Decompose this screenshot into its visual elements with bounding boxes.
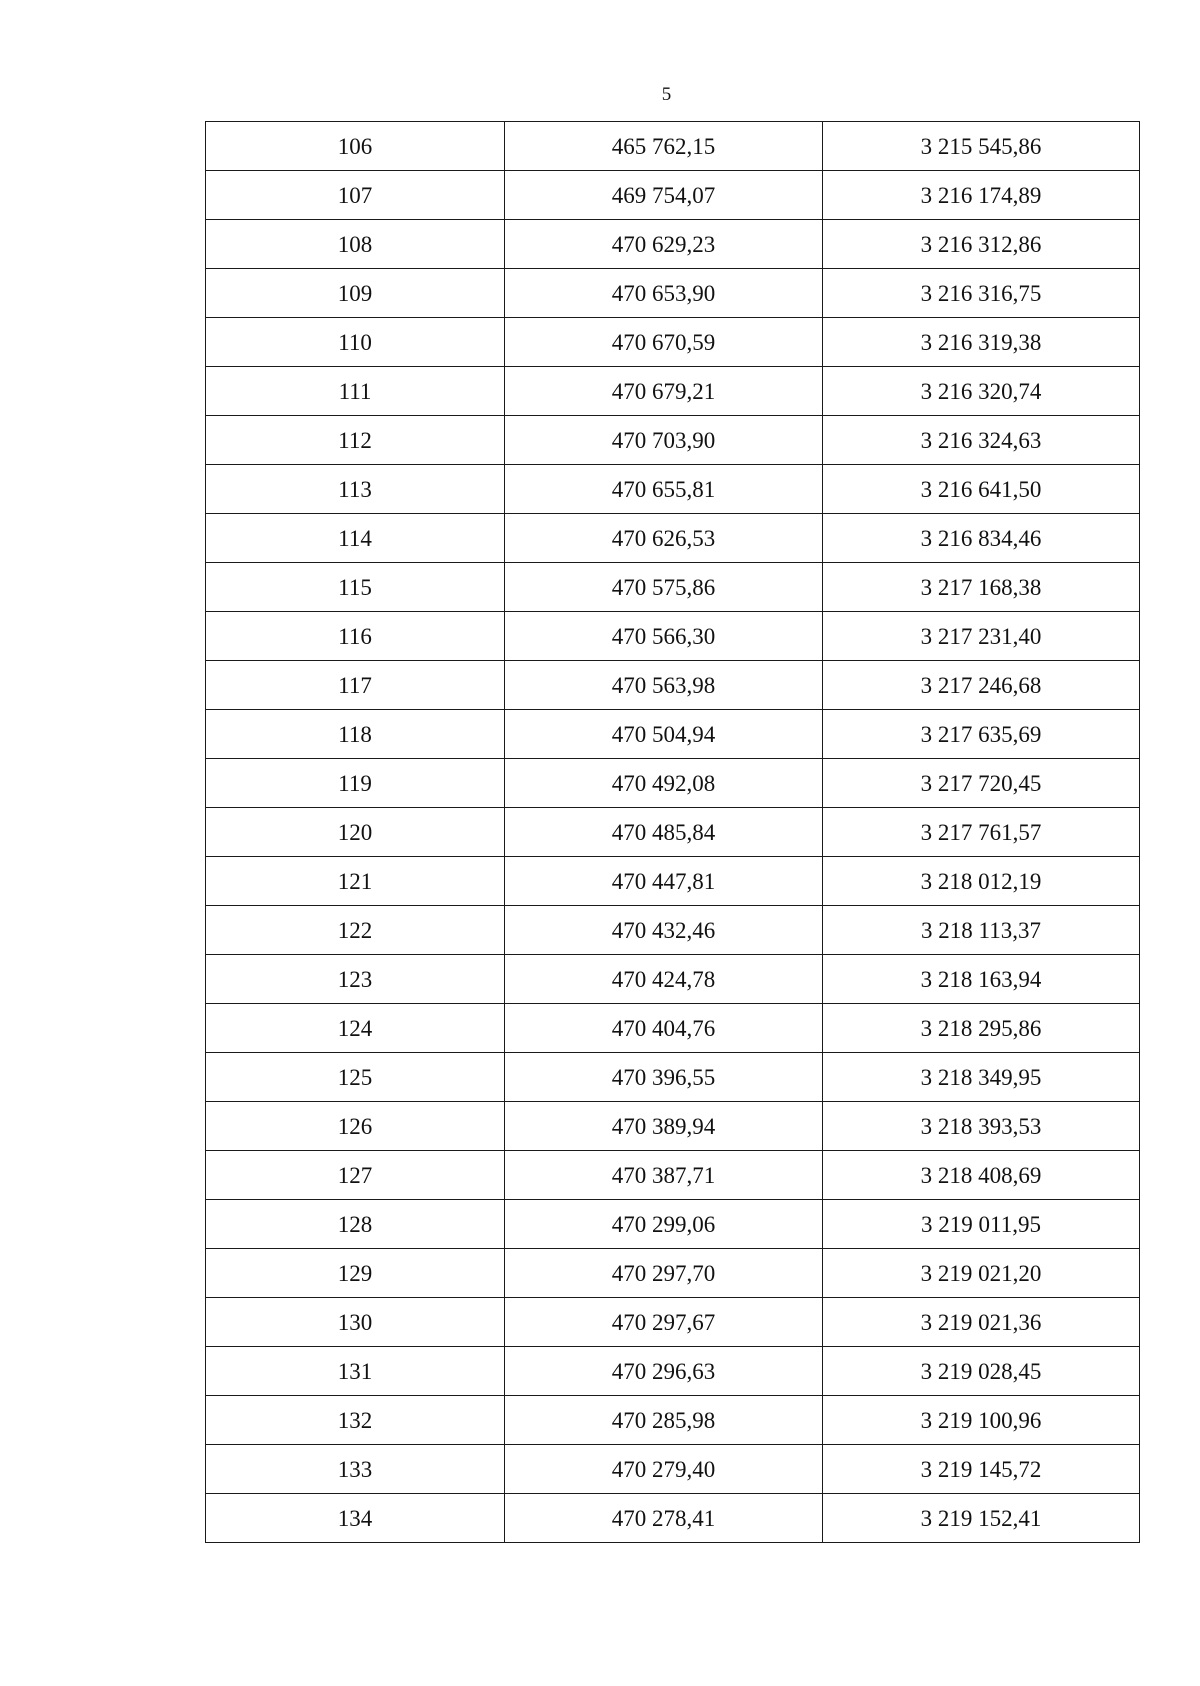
- table-row: [206, 563, 1140, 612]
- y-coordinate-cell: 3 218 349,95: [823, 1053, 1140, 1102]
- x-coordinate-cell: 465 762,15: [505, 122, 823, 171]
- x-coordinate-cell: 470 504,94: [505, 710, 823, 759]
- point-number-cell: 109: [206, 269, 505, 318]
- table-row: [206, 857, 1140, 906]
- y-coordinate-cell: 3 219 011,95: [823, 1200, 1140, 1249]
- table-row: [206, 122, 1140, 171]
- table-row: [206, 514, 1140, 563]
- point-number-cell: 132: [206, 1396, 505, 1445]
- x-coordinate-cell: 469 754,07: [505, 171, 823, 220]
- x-coordinate-cell: 470 299,06: [505, 1200, 823, 1249]
- x-coordinate-cell: 470 424,78: [505, 955, 823, 1004]
- point-number-cell: 124: [206, 1004, 505, 1053]
- y-coordinate-cell: 3 218 012,19: [823, 857, 1140, 906]
- x-coordinate-cell: 470 285,98: [505, 1396, 823, 1445]
- point-number-cell: 107: [206, 171, 505, 220]
- x-coordinate-cell: 470 387,71: [505, 1151, 823, 1200]
- x-coordinate-cell: 470 389,94: [505, 1102, 823, 1151]
- point-number-cell: 106: [206, 122, 505, 171]
- y-coordinate-cell: 3 218 163,94: [823, 955, 1140, 1004]
- y-coordinate-cell: 3 216 324,63: [823, 416, 1140, 465]
- y-coordinate-cell: 3 216 174,89: [823, 171, 1140, 220]
- table-row: [206, 1494, 1140, 1543]
- table-row: [206, 661, 1140, 710]
- table-row: [206, 612, 1140, 661]
- y-coordinate-cell: 3 219 100,96: [823, 1396, 1140, 1445]
- x-coordinate-cell: 470 629,23: [505, 220, 823, 269]
- point-number-cell: 112: [206, 416, 505, 465]
- table-row: [206, 416, 1140, 465]
- y-coordinate-cell: 3 215 545,86: [823, 122, 1140, 171]
- y-coordinate-cell: 3 217 720,45: [823, 759, 1140, 808]
- table-row: [206, 318, 1140, 367]
- y-coordinate-cell: 3 218 295,86: [823, 1004, 1140, 1053]
- table-row: [206, 808, 1140, 857]
- x-coordinate-cell: 470 396,55: [505, 1053, 823, 1102]
- table-row: [206, 1102, 1140, 1151]
- point-number-cell: 115: [206, 563, 505, 612]
- table-row: [206, 710, 1140, 759]
- y-coordinate-cell: 3 219 021,36: [823, 1298, 1140, 1347]
- point-number-cell: 113: [206, 465, 505, 514]
- table-row: [206, 1249, 1140, 1298]
- coordinates-table-body: [206, 122, 1140, 1543]
- x-coordinate-cell: 470 297,70: [505, 1249, 823, 1298]
- y-coordinate-cell: 3 218 113,37: [823, 906, 1140, 955]
- x-coordinate-cell: 470 279,40: [505, 1445, 823, 1494]
- point-number-cell: 125: [206, 1053, 505, 1102]
- x-coordinate-cell: 470 626,53: [505, 514, 823, 563]
- x-coordinate-cell: 470 670,59: [505, 318, 823, 367]
- point-number-cell: 134: [206, 1494, 505, 1543]
- x-coordinate-cell: 470 447,81: [505, 857, 823, 906]
- point-number-cell: 121: [206, 857, 505, 906]
- x-coordinate-cell: 470 563,98: [505, 661, 823, 710]
- table-row: [206, 1396, 1140, 1445]
- x-coordinate-cell: 470 653,90: [505, 269, 823, 318]
- table-row: [206, 171, 1140, 220]
- point-number-cell: 116: [206, 612, 505, 661]
- point-number-cell: 131: [206, 1347, 505, 1396]
- y-coordinate-cell: 3 217 168,38: [823, 563, 1140, 612]
- table-row: [206, 1445, 1140, 1494]
- point-number-cell: 120: [206, 808, 505, 857]
- table-row: [206, 220, 1140, 269]
- y-coordinate-cell: 3 216 316,75: [823, 269, 1140, 318]
- table-row: [206, 1347, 1140, 1396]
- x-coordinate-cell: 470 278,41: [505, 1494, 823, 1543]
- x-coordinate-cell: 470 655,81: [505, 465, 823, 514]
- table-row: [206, 906, 1140, 955]
- table-row: [206, 1004, 1140, 1053]
- table-row: [206, 759, 1140, 808]
- table-row: [206, 955, 1140, 1004]
- point-number-cell: 117: [206, 661, 505, 710]
- y-coordinate-cell: 3 219 028,45: [823, 1347, 1140, 1396]
- table-row: [206, 1151, 1140, 1200]
- x-coordinate-cell: 470 575,86: [505, 563, 823, 612]
- y-coordinate-cell: 3 219 021,20: [823, 1249, 1140, 1298]
- point-number-cell: 118: [206, 710, 505, 759]
- y-coordinate-cell: 3 217 635,69: [823, 710, 1140, 759]
- point-number-cell: 110: [206, 318, 505, 367]
- coordinates-table: [205, 121, 1140, 1543]
- x-coordinate-cell: 470 566,30: [505, 612, 823, 661]
- y-coordinate-cell: 3 217 246,68: [823, 661, 1140, 710]
- y-coordinate-cell: 3 216 834,46: [823, 514, 1140, 563]
- point-number-cell: 123: [206, 955, 505, 1004]
- point-number-cell: 133: [206, 1445, 505, 1494]
- y-coordinate-cell: 3 216 641,50: [823, 465, 1140, 514]
- table-row: [206, 465, 1140, 514]
- point-number-cell: 128: [206, 1200, 505, 1249]
- x-coordinate-cell: 470 297,67: [505, 1298, 823, 1347]
- point-number-cell: 108: [206, 220, 505, 269]
- y-coordinate-cell: 3 219 152,41: [823, 1494, 1140, 1543]
- point-number-cell: 111: [206, 367, 505, 416]
- x-coordinate-cell: 470 432,46: [505, 906, 823, 955]
- point-number-cell: 122: [206, 906, 505, 955]
- x-coordinate-cell: 470 485,84: [505, 808, 823, 857]
- table-row: [206, 1200, 1140, 1249]
- table-row: [206, 269, 1140, 318]
- y-coordinate-cell: 3 217 231,40: [823, 612, 1140, 661]
- x-coordinate-cell: 470 703,90: [505, 416, 823, 465]
- table-row: [206, 1298, 1140, 1347]
- y-coordinate-cell: 3 219 145,72: [823, 1445, 1140, 1494]
- y-coordinate-cell: 3 216 312,86: [823, 220, 1140, 269]
- y-coordinate-cell: 3 216 320,74: [823, 367, 1140, 416]
- x-coordinate-cell: 470 296,63: [505, 1347, 823, 1396]
- point-number-cell: 119: [206, 759, 505, 808]
- table-row: [206, 367, 1140, 416]
- y-coordinate-cell: 3 218 393,53: [823, 1102, 1140, 1151]
- page-number: 5: [661, 84, 672, 105]
- x-coordinate-cell: 470 492,08: [505, 759, 823, 808]
- y-coordinate-cell: 3 216 319,38: [823, 318, 1140, 367]
- x-coordinate-cell: 470 679,21: [505, 367, 823, 416]
- point-number-cell: 127: [206, 1151, 505, 1200]
- point-number-cell: 114: [206, 514, 505, 563]
- y-coordinate-cell: 3 218 408,69: [823, 1151, 1140, 1200]
- point-number-cell: 129: [206, 1249, 505, 1298]
- point-number-cell: 130: [206, 1298, 505, 1347]
- table-row: [206, 1053, 1140, 1102]
- y-coordinate-cell: 3 217 761,57: [823, 808, 1140, 857]
- x-coordinate-cell: 470 404,76: [505, 1004, 823, 1053]
- point-number-cell: 126: [206, 1102, 505, 1151]
